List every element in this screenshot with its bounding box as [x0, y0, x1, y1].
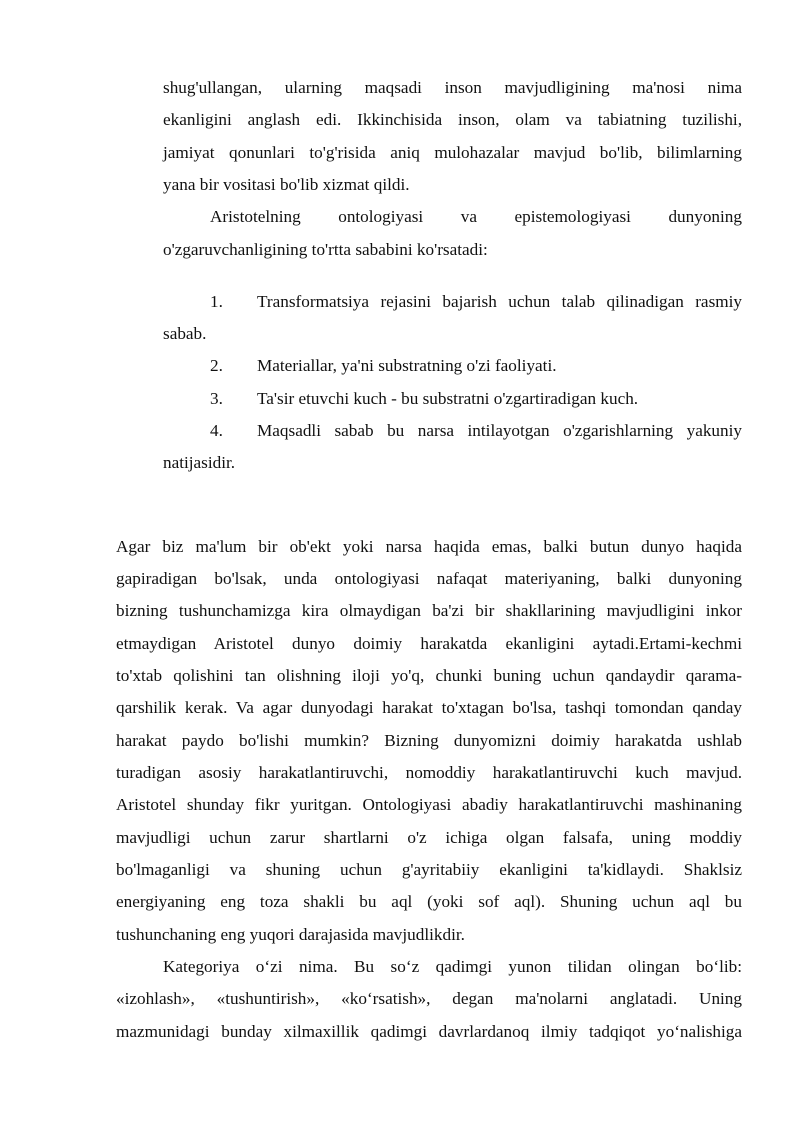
text-line: Aristotel shunday fikr yuritgan. Ontologiyasi abadiy harakatlantiruvchi mashinaning — [116, 795, 742, 814]
text-line: Kategoriya oʻzi nima. Bu soʻz qadimgi yunon tilidan olingan boʻlib: — [163, 957, 742, 976]
list-item-text: Ta'sir etuvchi kuch - bu substratni o'zgartiradigan kuch. — [257, 389, 639, 408]
text-line: jamiyat qonunlari to'g'risida aniq mulohazalar mavjud bo'lib, bilimlarning — [163, 143, 742, 162]
text-line: mavjudligi uchun zarur shartlarni o'z ichiga olgan falsafa, uning moddiy — [116, 828, 742, 847]
text-line: o'zgaruvchanligining to'rtta sababini ko'rsatadi: — [163, 240, 488, 259]
text-line: gapiradigan bo'lsak, unda ontologiyasi nafaqat materiyaning, balki dunyoning — [116, 569, 742, 588]
text-line: harakat paydo bo'lishi mumkin? Bizning dunyomizni doimiy harakatda ushlab — [116, 731, 742, 750]
list-item-text: Maqsadli sabab bu narsa intilayotgan o'zgarishlarning yakuniy — [257, 421, 742, 440]
text-line: energiyaning eng toza shakli bu aql (yoki sof aql). Shuning uchun aql bu — [116, 892, 742, 911]
text-line: etmaydigan Aristotel dunyo doimiy harakatda ekanligini aytadi.Ertami-kechmi — [116, 634, 742, 653]
text-line: ekanligini anglash edi. Ikkinchisida inson, olam va tabiatning tuzilishi, — [163, 110, 742, 129]
text-line: Agar biz ma'lum bir ob'ekt yoki narsa haqida emas, balki butun dunyo haqida — [116, 537, 742, 556]
text-line: bo'lmaganligi va shuning uchun g'ayritabiiy ekanligini ta'kidlaydi. Shaklsiz — [116, 860, 742, 879]
list-item-continuation: natijasidir. — [163, 453, 236, 472]
list-number: 4. — [210, 421, 223, 440]
list-number: 2. — [210, 356, 223, 375]
list-item-text: Transformatsiya rejasini bajarish uchun talab qilinadigan rasmiy — [257, 292, 742, 311]
text-line: to'xtab qolishini tan olishning iloji yo'q, chunki buning uchun qandaydir qarama- — [116, 666, 742, 685]
text-line: yana bir vositasi bo'lib xizmat qildi. — [163, 175, 410, 194]
text-line: turadigan asosiy harakatlantiruvchi, nomoddiy harakatlantiruvchi kuch mavjud. — [116, 763, 742, 782]
text-line: tushunchaning eng yuqori darajasida mavjudlikdir. — [116, 925, 465, 944]
text-line: Aristotelning ontologiyasi va epistemologiyasi dunyoning — [210, 207, 742, 226]
text-line: qarshilik kerak. Va agar dunyodagi harakat to'xtagan bo'lsa, tashqi tomondan qanday — [116, 698, 742, 717]
text-line: mazmunidagi bunday xilmaxillik qadimgi davrlardanoq ilmiy tadqiqot yoʻnalishiga — [116, 1022, 742, 1041]
text-line: bizning tushunchamizga kira olmaydigan ba'zi bir shakllarining mavjudligini inkor — [116, 601, 742, 620]
text-line: shug'ullangan, ularning maqsadi inson mavjudligining ma'nosi nima — [163, 78, 742, 97]
text-line: «izohlash», «tushuntirish», «koʻrsatish», degan ma'nolarni anglatadi. Uning — [116, 989, 742, 1008]
list-item-continuation: sabab. — [163, 324, 207, 343]
list-item-text: Materiallar, ya'ni substratning o'zi faoliyati. — [257, 356, 557, 375]
list-number: 3. — [210, 389, 223, 408]
list-number: 1. — [210, 292, 223, 311]
